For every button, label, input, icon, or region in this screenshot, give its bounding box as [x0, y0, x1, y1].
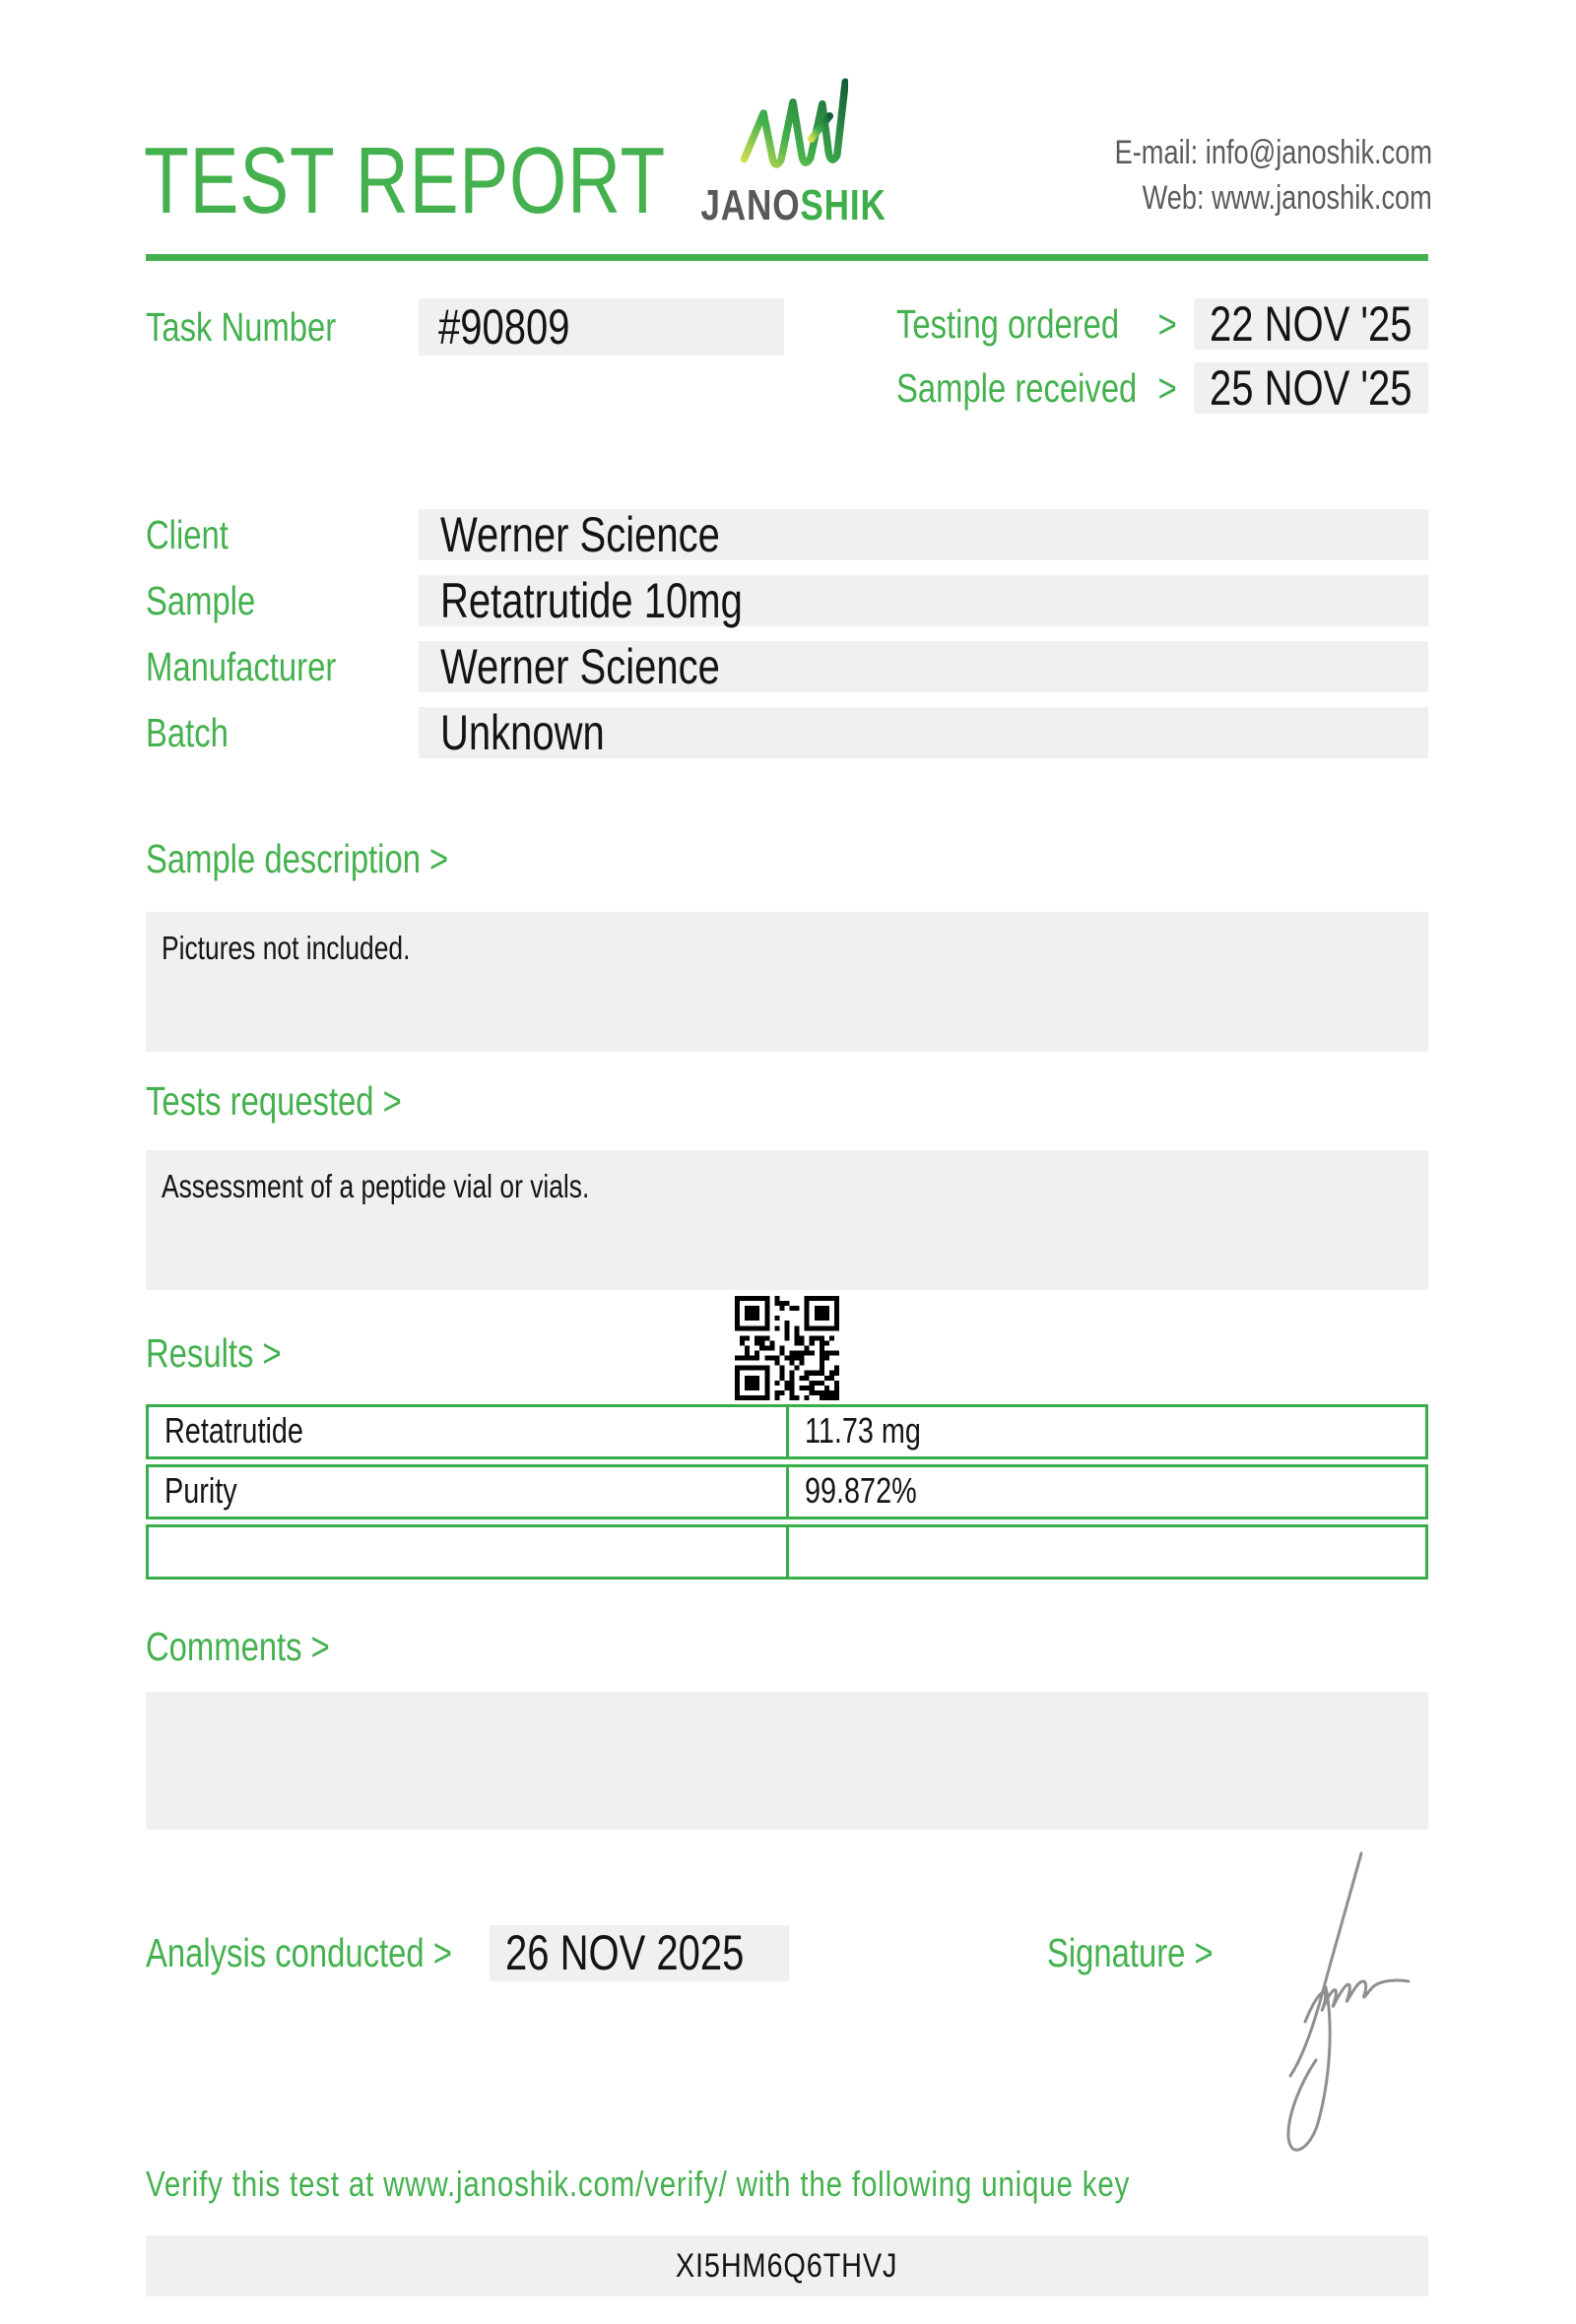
sample-received-value: 25 NOV '25: [1194, 362, 1428, 414]
sample-received-arrow: >: [1157, 365, 1177, 411]
comments-box: [146, 1692, 1428, 1830]
result-name-cell: Retatrutide: [149, 1407, 789, 1456]
detail-label: Manufacturer: [146, 644, 337, 689]
results-row: [146, 1404, 1428, 1459]
sample-received-label: Sample received >: [896, 362, 1177, 414]
detail-value: Unknown: [419, 707, 1428, 758]
page-title: TEST REPORT: [144, 128, 667, 233]
brand-wordmark: [700, 181, 885, 230]
header-divider: [146, 254, 1428, 261]
detail-value: Werner Science: [419, 641, 1428, 692]
detail-row: [146, 509, 1428, 560]
results-row: [146, 1464, 1428, 1519]
contact-email: E-mail: info@janoshik.com: [1114, 134, 1432, 171]
analysis-conducted-label: Analysis conducted >: [146, 1930, 452, 1975]
result-value-cell: [789, 1527, 1426, 1577]
growth-chart-icon: [738, 71, 848, 181]
testing-ordered-label: Testing ordered >: [896, 298, 1177, 350]
contact-web: Web: www.janoshik.com: [1142, 179, 1432, 217]
qr-code: [735, 1296, 839, 1400]
brand-shik: SHIK: [800, 181, 886, 229]
results-row: [146, 1524, 1428, 1580]
brand-jano: JANO: [700, 181, 801, 229]
detail-value: Retatrutide 10mg: [419, 575, 1428, 626]
result-value-cell: 11.73 mg: [804, 1410, 921, 1451]
detail-label: Batch: [146, 710, 229, 755]
analysis-date-value: 26 NOV 2025: [490, 1925, 789, 1981]
detail-row: [146, 707, 1428, 758]
sample-description-title: Sample description >: [146, 836, 449, 881]
tests-requested-title: Tests requested >: [146, 1078, 402, 1124]
testing-ordered-value: 22 NOV '25: [1194, 298, 1428, 350]
result-name-cell: Purity: [149, 1467, 789, 1517]
detail-row: [146, 641, 1428, 692]
detail-label: Client: [146, 512, 229, 557]
comments-title: Comments >: [146, 1624, 330, 1669]
signature-scribble: [1261, 1840, 1438, 2184]
task-number-label: Task Number: [146, 304, 337, 350]
sample-description-box: Pictures not included.: [146, 912, 1428, 1052]
contact-info: [1035, 130, 1432, 221]
janoshik-logo: [678, 71, 908, 230]
task-number-value: #90809: [419, 298, 784, 355]
tests-requested-box: Assessment of a peptide vial or vials.: [146, 1150, 1428, 1290]
verify-key: XI5HM6Q6THVJ: [146, 2235, 1428, 2296]
detail-label: Sample: [146, 578, 256, 623]
results-title: Results >: [146, 1330, 282, 1376]
result-value-cell: 99.872%: [804, 1470, 917, 1511]
detail-row: [146, 575, 1428, 626]
result-name-cell: [149, 1527, 789, 1577]
sample-details: [146, 509, 1428, 773]
verify-instruction: Verify this test at www.janoshik.com/verify/ with the following unique key: [146, 2163, 1131, 2204]
testing-ordered-arrow: >: [1157, 301, 1177, 347]
results-table: [146, 1404, 1428, 1584]
detail-value: Werner Science: [419, 509, 1428, 560]
signature-label: Signature >: [1047, 1930, 1214, 1975]
